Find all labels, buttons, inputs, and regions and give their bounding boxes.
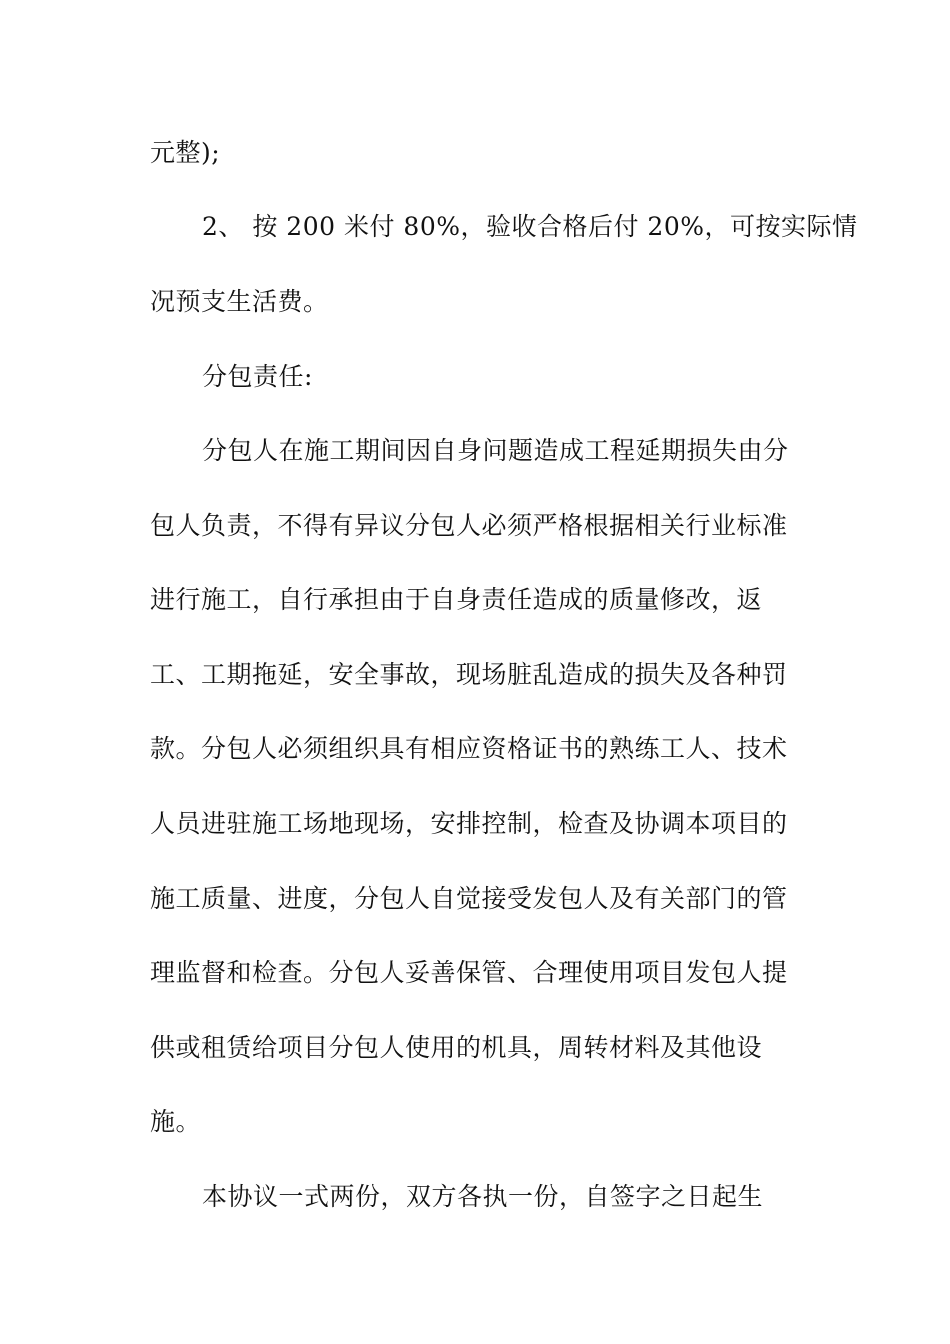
text-line: 供或租赁给项目分包人使用的机具，周转材料及其他设 [150, 1033, 763, 1062]
section-heading: 分包责任: [202, 362, 313, 391]
text-line: 工、工期拖延，安全事故，现场脏乱造成的损失及各种罚 [150, 660, 788, 689]
text-line: 施。 [150, 1107, 202, 1136]
text-line: 况预支生活费。 [150, 287, 329, 316]
text-line: 款。分包人必须组织具有相应资格证书的熟练工人、技术 [150, 734, 788, 763]
text-line: 本协议一式两份，双方各执一份，自签字之日起生 [202, 1182, 764, 1211]
text-line: 元整); [150, 138, 221, 167]
text-line: 2、 按 200 米付 80%，验收合格后付 20%，可按实际情 [202, 212, 858, 241]
text-line: 理监督和检查。分包人妥善保管、合理使用项目发包人提 [150, 958, 788, 987]
text-line: 包人负责，不得有异议分包人必须严格根据相关行业标准 [150, 511, 788, 540]
text-line: 施工质量、进度，分包人自觉接受发包人及有关部门的管 [150, 884, 788, 913]
text-line: 进行施工，自行承担由于自身责任造成的质量修改，返 [150, 585, 763, 614]
text-line: 人员进驻施工场地现场，安排控制，检查及协调本项目的 [150, 809, 788, 838]
text-line: 分包人在施工期间因自身问题造成工程延期损失由分 [202, 436, 789, 465]
